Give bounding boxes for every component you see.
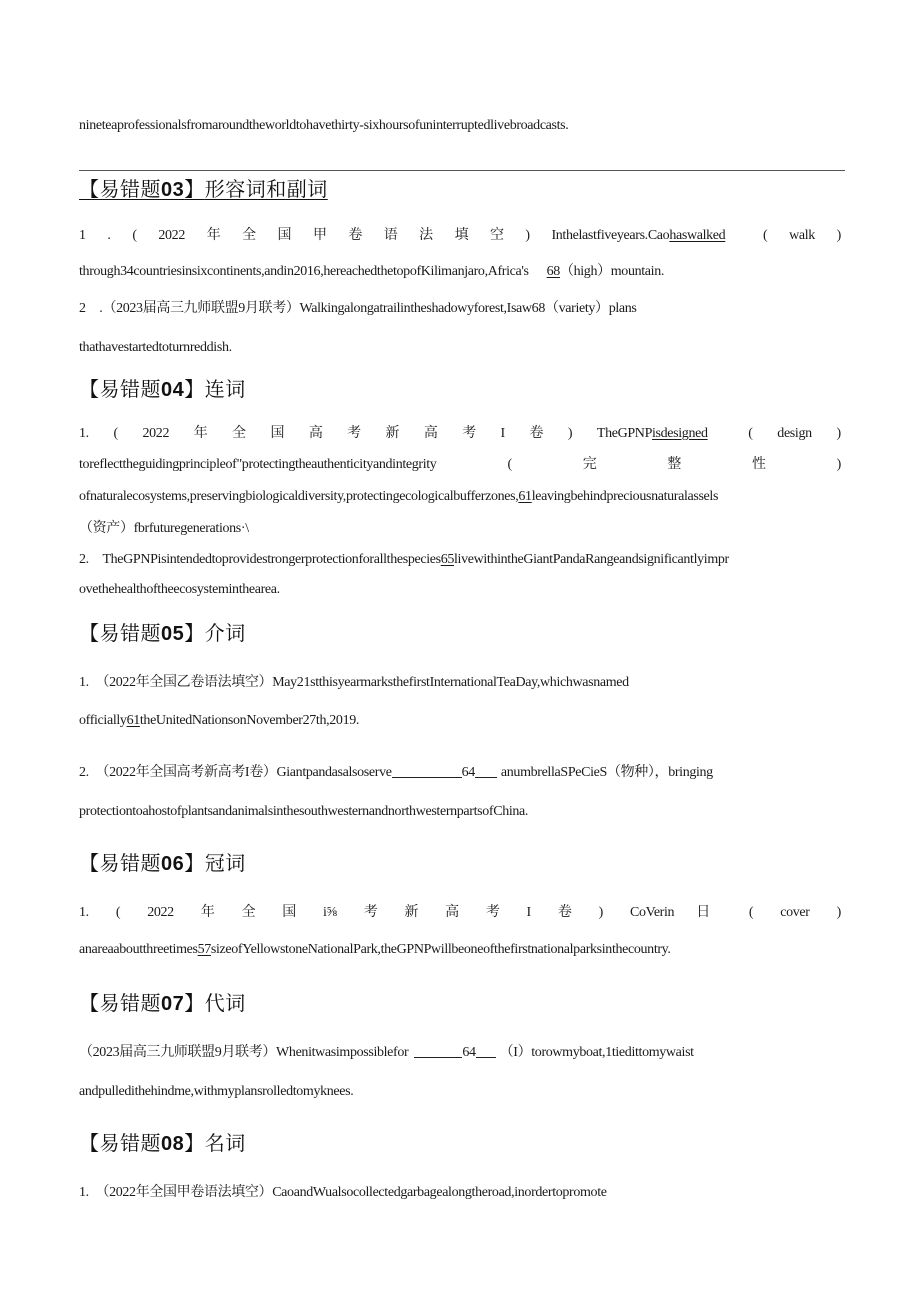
section-heading-06: 【易错题06】冠词 (79, 851, 246, 875)
section-heading-07: 【易错题07】代词 (79, 991, 246, 1015)
question-line: ofnaturalecosystems,preservingbiologicaldiversity,protectingecologicalbufferzones,61leavingbehindpreciousnaturalassels (79, 489, 719, 504)
question-line: （2023届高三九师联盟9月联考）Whenitwasimpossiblefor 64 （I）torowmyboat,1tiedittomywaist (79, 1045, 694, 1060)
question-line: ovethehealthoftheecosysteminthearea. (79, 582, 280, 597)
question-line: 1. （2022年全国乙卷语法填空）May21stthisyearmarksthefirstInternationalTeaDay,whichwasnamed (79, 675, 629, 690)
question-line: 1. ( 2022 年 全 国 i⅝ 考 新 高 考 I 卷 ) CoVerin 日 ( cover ) (79, 903, 841, 923)
answer-blank (476, 1043, 496, 1058)
blank-number: 57 (197, 942, 211, 957)
blank-number: 68 (546, 264, 560, 279)
answer-blank (475, 763, 497, 778)
section-divider (79, 170, 845, 171)
question-line: （资产）fbrfuturegenerations·\ (79, 521, 249, 536)
question-line: 2. TheGPNPisintendedtoprovidestrongerprotectionforallthespecies65livewithintheGiantPandaRangeandsignificantlyimpr (79, 552, 729, 567)
answer-blank: haswalked (669, 228, 726, 243)
blank-number: 61 (518, 489, 532, 504)
question-line: 2. （2022年全国高考新高考I卷）Giantpandasalsoserve 64 anumbrellaSPeCieS（物种），bringing (79, 765, 713, 780)
answer-blank (392, 763, 462, 778)
section-heading-03: 【易错题03】形容词和副词 (79, 177, 328, 201)
question-line: thathavestartedtoturnreddish. (79, 340, 232, 355)
question-line: toreflecttheguidingprincipleof"protectingtheauthenticityandintegrity ( 完 整 性 ) (79, 457, 841, 472)
section-heading-04: 【易错题04】连词 (79, 377, 246, 401)
question-line: anareaaboutthreetimes57sizeofYellowstoneNationalPark,theGPNPwillbeoneofthefirstnationalparksinthecountry. (79, 942, 671, 957)
question-line: 1 . ( 2022 年 全 国 甲 卷 语 法 填 空 ) Inthelastfiveyears.Caohaswalked ( walk ) (79, 226, 841, 246)
answer-blank: 日 (696, 905, 710, 920)
answer-blank (414, 1043, 462, 1058)
section-heading-05: 【易错题05】介词 (79, 621, 246, 645)
blank-number: 61 (126, 713, 140, 728)
question-line: 2 .（2023届高三九师联盟9月联考）Walkingalongatrailintheshadowyforest,Isaw68（variety）plans (79, 301, 637, 316)
question-line: officially61theUnitedNationsonNovember27th,2019. (79, 713, 360, 728)
section-heading-08: 【易错题08】名词 (79, 1131, 246, 1155)
blank-number: 65 (440, 552, 455, 567)
answer-blank: isdesigned (652, 426, 708, 441)
question-line: protectiontoahostofplantsandanimalsinthesouthwesternandnorthwesternpartsofChina. (79, 804, 529, 819)
question-line: 1. ( 2022 年 全 国 高 考 新 高 考 I 卷 ) TheGPNPisdesigned ( design ) (79, 424, 841, 444)
continued-text-line: nineteaprofessionalsfromaroundtheworldtohavethirty-sixhoursofuninterruptedlivebroadcasts. (79, 118, 569, 133)
question-line: andpulledithehindme,withmyplansrolledtomyknees. (79, 1084, 354, 1099)
question-line: through34countriesinsixcontinents,andin2016,hereachedthetopofKilimanjaro,Africa's 68（high）mountain. (79, 264, 664, 279)
question-line: 1. （2022年全国甲卷语法填空）CaoandWualsocollectedgarbagealongtheroad,inordertopromote (79, 1185, 607, 1200)
